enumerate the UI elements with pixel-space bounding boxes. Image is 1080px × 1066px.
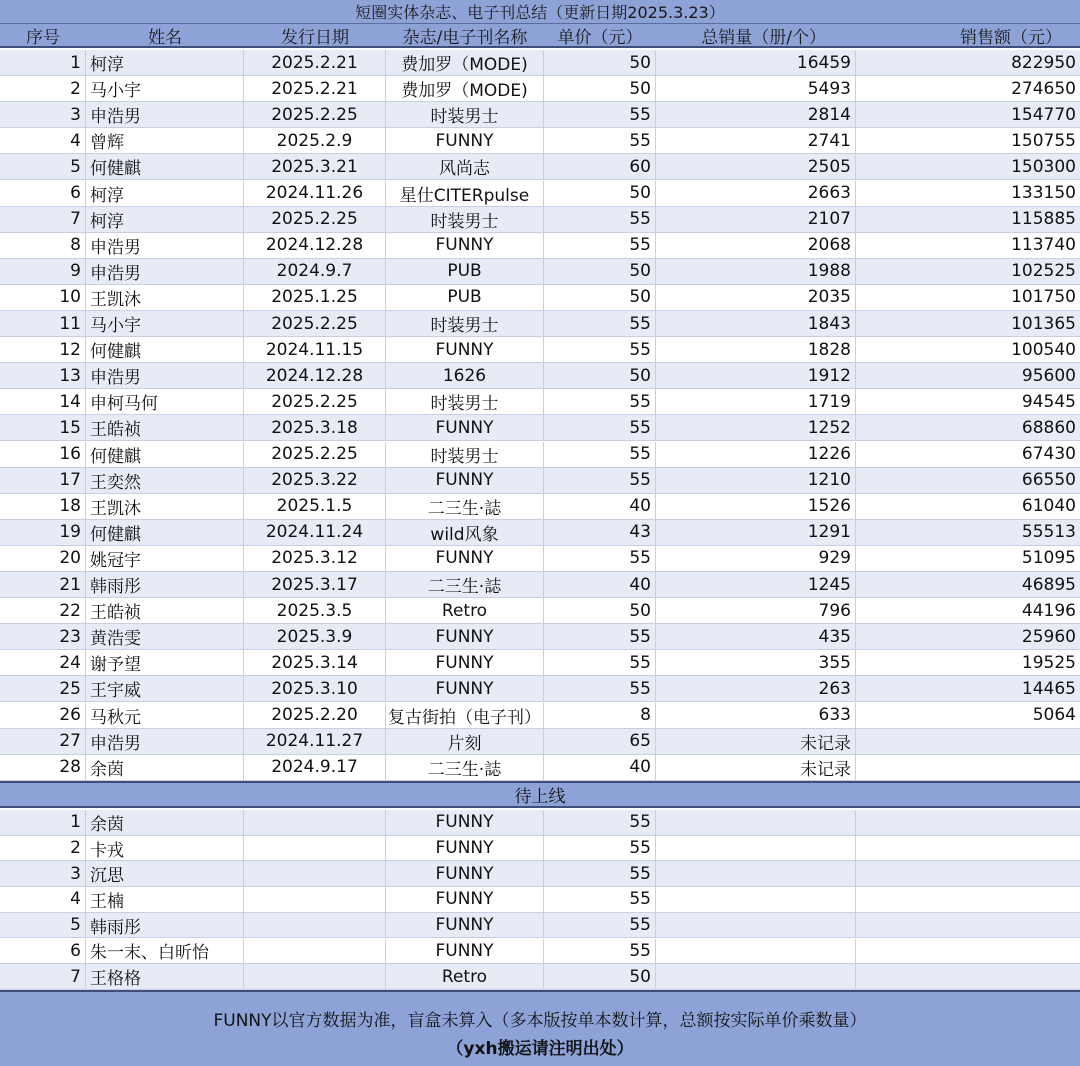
cell-no: 13 (0, 363, 86, 388)
cell-date: 2024.11.27 (244, 729, 386, 754)
sheet-title: 短圈实体杂志、电子刊总结（更新日期2025.3.23） (355, 3, 725, 22)
cell-qty: 1828 (656, 337, 856, 362)
cell-sales: 150755 (1011, 130, 1076, 151)
footer-credit-text: （yxh搬运请注明出处） (446, 1039, 634, 1059)
cell-no: 22 (0, 598, 86, 623)
cell-date: 2025.2.25 (244, 207, 386, 232)
cell-magazine: 星仕CITERpulse (386, 181, 544, 206)
table-row (0, 442, 1080, 468)
cell-qty (656, 861, 856, 886)
cell-price: 55 (544, 650, 656, 675)
cell-magazine: FUNNY (386, 939, 544, 964)
cell-date: 2025.1.25 (244, 285, 386, 310)
cell-sales: 61040 (1021, 496, 1076, 517)
cell-sales (856, 755, 1080, 780)
cell-date: 2025.1.5 (244, 494, 386, 519)
table-row (0, 861, 1080, 887)
cell-magazine: wild风象 (386, 520, 544, 545)
cell-name: 马小宇 (86, 76, 244, 101)
cell-date: 2025.2.21 (244, 50, 386, 75)
cell-no: 4 (0, 128, 86, 153)
cell-date: 2025.3.9 (244, 624, 386, 649)
cell-date (244, 964, 386, 989)
cell-qty: 2663 (656, 181, 856, 206)
cell-sales: 55513 (1021, 522, 1076, 543)
cell-no: 3 (0, 861, 86, 886)
cell-name: 王凯沐 (86, 285, 244, 310)
cell-no: 5 (0, 913, 86, 938)
cell-no: 17 (0, 468, 86, 493)
upcoming-section-header (0, 781, 1080, 808)
cell-date: 2025.2.20 (244, 703, 386, 728)
cell-name: 谢予望 (86, 650, 244, 675)
header-price: 单价（元） (557, 27, 643, 46)
cell-sales (856, 964, 1080, 989)
cell-qty: 796 (656, 598, 856, 623)
cell-no: 7 (0, 964, 86, 989)
cell-magazine: 1626 (386, 363, 544, 388)
cell-no: 8 (0, 233, 86, 258)
cell-qty: 2035 (656, 285, 856, 310)
cell-date: 2025.2.21 (244, 76, 386, 101)
cell-date: 2025.3.17 (244, 572, 386, 597)
cell-qty: 633 (656, 703, 856, 728)
cell-date: 2025.3.22 (244, 468, 386, 493)
cell-date: 2025.3.10 (244, 676, 386, 701)
cell-date: 2025.3.14 (244, 650, 386, 675)
cell-qty: 1526 (656, 494, 856, 519)
cell-name: 何健麒 (86, 154, 244, 179)
cell-sales: 51095 (1021, 548, 1076, 569)
table-row (0, 598, 1080, 624)
cell-magazine: FUNNY (386, 624, 544, 649)
cell-date: 2025.2.25 (244, 102, 386, 127)
table-row (0, 676, 1080, 702)
cell-name: 申浩男 (86, 363, 244, 388)
header-sales: 销售额（元） (960, 27, 1062, 46)
cell-magazine: 二三生·誌 (386, 755, 544, 780)
cell-name: 申柯马何 (86, 389, 244, 414)
sheet-title-row (0, 0, 1080, 24)
cell-no: 7 (0, 207, 86, 232)
cell-name: 王奕然 (86, 468, 244, 493)
cell-no: 28 (0, 755, 86, 780)
cell-price: 55 (544, 939, 656, 964)
cell-date: 2025.3.5 (244, 598, 386, 623)
cell-name: 柯淳 (86, 207, 244, 232)
cell-no: 2 (0, 836, 86, 861)
cell-no: 9 (0, 259, 86, 284)
cell-date: 2025.2.25 (244, 311, 386, 336)
table-row (0, 939, 1080, 965)
cell-qty: 435 (656, 624, 856, 649)
table-row (0, 468, 1080, 494)
cell-no: 3 (0, 102, 86, 127)
cell-qty: 未记录 (656, 755, 856, 780)
cell-no: 14 (0, 389, 86, 414)
table-row (0, 76, 1080, 102)
cell-qty: 2107 (656, 207, 856, 232)
cell-date (244, 861, 386, 886)
cell-price: 40 (544, 572, 656, 597)
cell-price: 50 (544, 76, 656, 101)
cell-qty (656, 939, 856, 964)
table-row (0, 703, 1080, 729)
cell-sales: 94545 (1021, 391, 1076, 412)
cell-magazine: PUB (386, 285, 544, 310)
cell-name: 柯淳 (86, 50, 244, 75)
cell-qty: 1988 (656, 259, 856, 284)
table-row (0, 50, 1080, 76)
column-header-row (0, 24, 1080, 48)
cell-name: 王宇威 (86, 676, 244, 701)
table-row (0, 154, 1080, 180)
cell-qty: 2068 (656, 233, 856, 258)
cell-sales: 95600 (1021, 365, 1076, 386)
cell-magazine: 时装男士 (386, 442, 544, 467)
table-row (0, 836, 1080, 862)
cell-name: 何健麒 (86, 442, 244, 467)
cell-sales: 133150 (1011, 183, 1076, 204)
cell-qty: 263 (656, 676, 856, 701)
table-row (0, 415, 1080, 441)
cell-price: 50 (544, 598, 656, 623)
cell-magazine: 费加罗（MODE) (386, 50, 544, 75)
table-row (0, 810, 1080, 836)
cell-qty: 5493 (656, 76, 856, 101)
cell-sales (856, 729, 1080, 754)
cell-no: 15 (0, 415, 86, 440)
cell-qty: 1226 (656, 442, 856, 467)
footer-note-text: FUNNY以官方数据为准，盲盒未算入（多本版按单本数计算，总额按实际单价乘数量） (213, 1011, 867, 1031)
cell-qty: 1291 (656, 520, 856, 545)
cell-price: 55 (544, 676, 656, 701)
cell-sales (856, 861, 1080, 886)
cell-sales: 101365 (1011, 313, 1076, 334)
cell-qty: 1210 (656, 468, 856, 493)
table-row (0, 494, 1080, 520)
cell-magazine: 二三生·誌 (386, 494, 544, 519)
cell-magazine: FUNNY (386, 415, 544, 440)
header-no: 序号 (26, 27, 60, 46)
table-row (0, 755, 1080, 781)
cell-sales: 154770 (1011, 104, 1076, 125)
cell-magazine: FUNNY (386, 650, 544, 675)
header-magazine: 杂志/电子刊名称 (402, 27, 528, 46)
cell-sales (856, 913, 1080, 938)
cell-magazine: FUNNY (386, 128, 544, 153)
cell-price: 60 (544, 154, 656, 179)
cell-price: 55 (544, 233, 656, 258)
cell-qty (656, 913, 856, 938)
table-row (0, 389, 1080, 415)
table-row (0, 964, 1080, 990)
cell-sales: 46895 (1021, 574, 1076, 595)
cell-magazine: 时装男士 (386, 207, 544, 232)
cell-name: 王楠 (86, 887, 244, 912)
cell-magazine: 时装男士 (386, 389, 544, 414)
cell-magazine: 片刻 (386, 729, 544, 754)
cell-date: 2025.2.25 (244, 442, 386, 467)
cell-sales: 67430 (1021, 444, 1076, 465)
cell-sales: 44196 (1021, 600, 1076, 621)
cell-qty (656, 887, 856, 912)
cell-name: 申浩男 (86, 102, 244, 127)
cell-price: 55 (544, 337, 656, 362)
cell-sales: 68860 (1021, 417, 1076, 438)
cell-no: 18 (0, 494, 86, 519)
cell-no: 16 (0, 442, 86, 467)
cell-magazine: 费加罗（MODE) (386, 76, 544, 101)
cell-name: 马秋元 (86, 703, 244, 728)
cell-price: 55 (544, 861, 656, 886)
cell-price: 50 (544, 259, 656, 284)
cell-no: 19 (0, 520, 86, 545)
cell-no: 5 (0, 154, 86, 179)
cell-magazine: 风尚志 (386, 154, 544, 179)
cell-no: 6 (0, 939, 86, 964)
cell-name: 卡戎 (86, 836, 244, 861)
footer-note (0, 990, 1080, 1066)
cell-sales (856, 810, 1080, 835)
cell-price: 55 (544, 468, 656, 493)
cell-price: 55 (544, 415, 656, 440)
cell-no: 25 (0, 676, 86, 701)
cell-date: 2024.11.15 (244, 337, 386, 362)
cell-qty: 2505 (656, 154, 856, 179)
cell-name: 沉思 (86, 861, 244, 886)
cell-price: 50 (544, 285, 656, 310)
cell-no: 1 (0, 50, 86, 75)
cell-magazine: 二三生·誌 (386, 572, 544, 597)
cell-sales: 113740 (1011, 235, 1076, 256)
cell-no: 2 (0, 76, 86, 101)
cell-qty: 355 (656, 650, 856, 675)
cell-date: 2024.9.7 (244, 259, 386, 284)
table-row (0, 887, 1080, 913)
cell-price: 8 (544, 703, 656, 728)
cell-name: 余茵 (86, 810, 244, 835)
cell-magazine: FUNNY (386, 546, 544, 571)
cell-date (244, 887, 386, 912)
cell-price: 55 (544, 887, 656, 912)
cell-name: 余茵 (86, 755, 244, 780)
cell-no: 1 (0, 810, 86, 835)
cell-date: 2025.3.18 (244, 415, 386, 440)
cell-qty: 1252 (656, 415, 856, 440)
table-row (0, 207, 1080, 233)
cell-date (244, 913, 386, 938)
cell-price: 50 (544, 964, 656, 989)
cell-name: 申浩男 (86, 729, 244, 754)
cell-name: 姚冠宇 (86, 546, 244, 571)
cell-price: 43 (544, 520, 656, 545)
cell-price: 55 (544, 102, 656, 127)
cell-no: 10 (0, 285, 86, 310)
cell-price: 55 (544, 836, 656, 861)
table-row (0, 546, 1080, 572)
table-row (0, 102, 1080, 128)
cell-no: 12 (0, 337, 86, 362)
cell-magazine: FUNNY (386, 233, 544, 258)
cell-price: 40 (544, 494, 656, 519)
header-qty: 总销量（册/个） (701, 27, 826, 46)
cell-no: 21 (0, 572, 86, 597)
cell-price: 50 (544, 363, 656, 388)
cell-magazine: FUNNY (386, 913, 544, 938)
cell-sales: 102525 (1011, 261, 1076, 282)
header-date: 发行日期 (281, 27, 349, 46)
cell-qty: 1843 (656, 311, 856, 336)
cell-sales: 274650 (1011, 78, 1076, 99)
cell-no: 27 (0, 729, 86, 754)
cell-name: 王皓祯 (86, 598, 244, 623)
table-row (0, 624, 1080, 650)
cell-no: 23 (0, 624, 86, 649)
cell-magazine: 时装男士 (386, 102, 544, 127)
cell-date: 2025.3.21 (244, 154, 386, 179)
table-row (0, 311, 1080, 337)
table-row (0, 650, 1080, 676)
table-row (0, 337, 1080, 363)
cell-sales: 101750 (1011, 287, 1076, 308)
cell-price: 50 (544, 181, 656, 206)
cell-magazine: FUNNY (386, 861, 544, 886)
cell-name: 柯淳 (86, 181, 244, 206)
cell-name: 何健麒 (86, 520, 244, 545)
cell-name: 马小宇 (86, 311, 244, 336)
cell-sales: 14465 (1021, 678, 1076, 699)
cell-price: 55 (544, 207, 656, 232)
cell-no: 11 (0, 311, 86, 336)
cell-magazine: FUNNY (386, 337, 544, 362)
cell-name: 王格格 (86, 964, 244, 989)
cell-sales: 150300 (1011, 156, 1076, 177)
cell-price: 55 (544, 442, 656, 467)
cell-no: 26 (0, 703, 86, 728)
cell-magazine: 复古街拍（电子刊） (386, 703, 544, 728)
cell-name: 韩雨彤 (86, 913, 244, 938)
cell-name: 朱一末、白昕怡 (86, 939, 244, 964)
cell-qty (656, 810, 856, 835)
cell-qty (656, 964, 856, 989)
cell-date: 2024.12.28 (244, 363, 386, 388)
cell-price: 65 (544, 729, 656, 754)
cell-magazine: FUNNY (386, 836, 544, 861)
header-name: 姓名 (148, 27, 182, 46)
upcoming-section-title: 待上线 (514, 787, 566, 806)
cell-sales (856, 887, 1080, 912)
cell-qty: 未记录 (656, 729, 856, 754)
table-row (0, 729, 1080, 755)
cell-price: 55 (544, 624, 656, 649)
cell-price: 40 (544, 755, 656, 780)
cell-magazine: FUNNY (386, 468, 544, 493)
cell-date: 2024.12.28 (244, 233, 386, 258)
table-row (0, 181, 1080, 207)
cell-magazine: Retro (386, 964, 544, 989)
cell-sales: 115885 (1011, 209, 1076, 230)
cell-sales: 822950 (1011, 52, 1076, 73)
cell-name: 曾辉 (86, 128, 244, 153)
cell-sales: 66550 (1021, 470, 1076, 491)
table-row (0, 128, 1080, 154)
cell-qty: 2741 (656, 128, 856, 153)
cell-date: 2025.2.9 (244, 128, 386, 153)
cell-magazine: FUNNY (386, 810, 544, 835)
cell-date: 2024.11.26 (244, 181, 386, 206)
cell-qty: 929 (656, 546, 856, 571)
cell-name: 申浩男 (86, 259, 244, 284)
table-row (0, 233, 1080, 259)
cell-date: 2024.11.24 (244, 520, 386, 545)
cell-qty: 16459 (656, 50, 856, 75)
cell-magazine: FUNNY (386, 887, 544, 912)
table-row (0, 520, 1080, 546)
cell-date (244, 939, 386, 964)
cell-price: 55 (544, 128, 656, 153)
cell-date: 2025.2.25 (244, 389, 386, 414)
cell-price: 55 (544, 389, 656, 414)
cell-magazine: PUB (386, 259, 544, 284)
cell-price: 55 (544, 913, 656, 938)
table-row (0, 913, 1080, 939)
cell-price: 55 (544, 810, 656, 835)
cell-qty: 1245 (656, 572, 856, 597)
cell-name: 王皓祯 (86, 415, 244, 440)
cell-sales: 19525 (1021, 652, 1076, 673)
table-row (0, 285, 1080, 311)
table-row (0, 572, 1080, 598)
cell-magazine: Retro (386, 598, 544, 623)
cell-qty (656, 836, 856, 861)
cell-magazine: FUNNY (386, 676, 544, 701)
cell-qty: 1719 (656, 389, 856, 414)
cell-no: 20 (0, 546, 86, 571)
cell-name: 申浩男 (86, 233, 244, 258)
cell-price: 55 (544, 311, 656, 336)
cell-date: 2024.9.17 (244, 755, 386, 780)
cell-date (244, 836, 386, 861)
cell-date: 2025.3.12 (244, 546, 386, 571)
cell-sales (856, 836, 1080, 861)
table-row (0, 363, 1080, 389)
cell-name: 王凯沐 (86, 494, 244, 519)
cell-qty: 1912 (656, 363, 856, 388)
cell-sales: 25960 (1021, 626, 1076, 647)
cell-name: 黄浩雯 (86, 624, 244, 649)
cell-name: 何健麒 (86, 337, 244, 362)
cell-no: 24 (0, 650, 86, 675)
table-row (0, 259, 1080, 285)
cell-sales: 100540 (1011, 339, 1076, 360)
cell-qty: 2814 (656, 102, 856, 127)
cell-magazine: 时装男士 (386, 311, 544, 336)
cell-sales (856, 939, 1080, 964)
cell-date (244, 810, 386, 835)
cell-sales: 5064 (1032, 705, 1076, 726)
cell-price: 55 (544, 546, 656, 571)
cell-no: 4 (0, 887, 86, 912)
cell-name: 韩雨彤 (86, 572, 244, 597)
cell-no: 6 (0, 181, 86, 206)
cell-price: 50 (544, 50, 656, 75)
